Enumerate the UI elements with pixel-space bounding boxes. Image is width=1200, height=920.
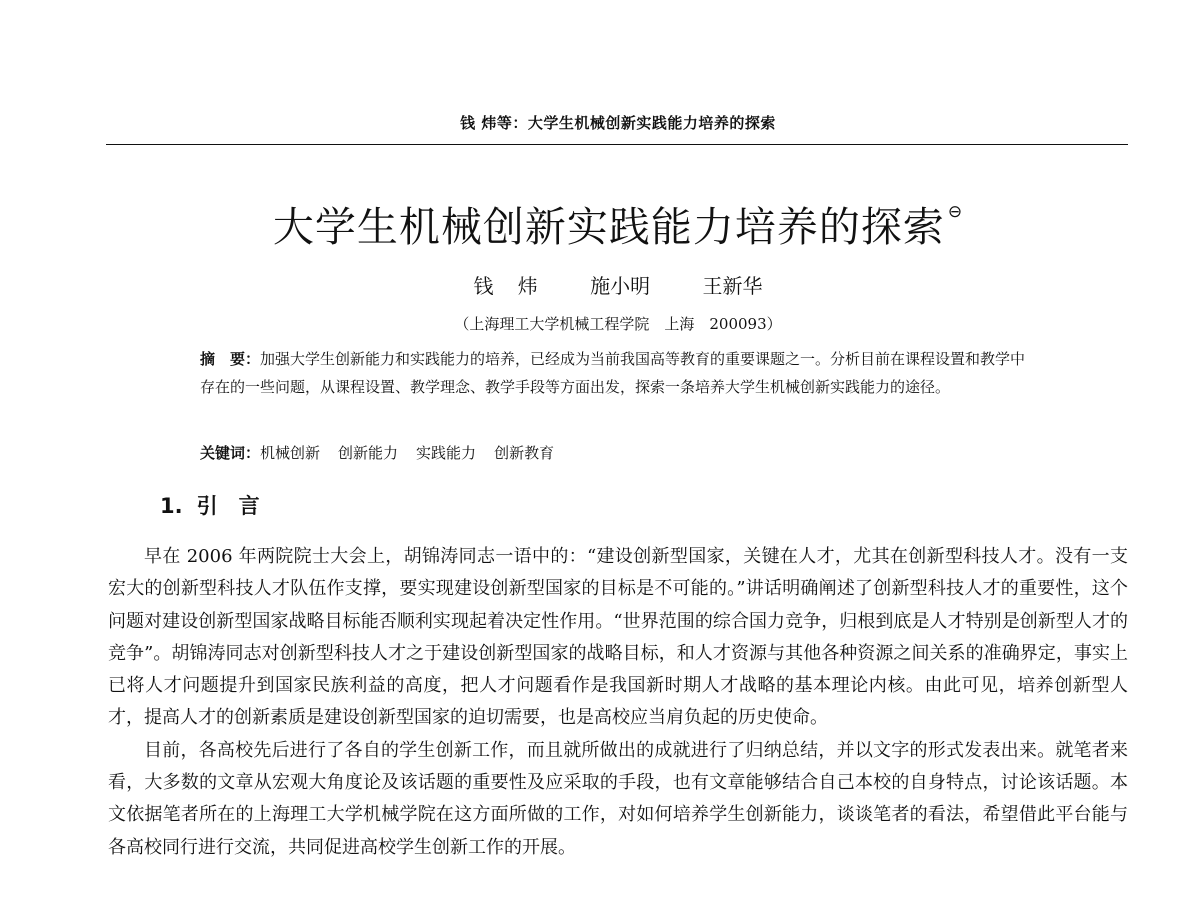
keyword-3: 实践能力 (416, 444, 477, 462)
section-title: 引 言 (196, 494, 260, 518)
abstract-text: 加强大学生创新能力和实践能力的培养，已经成为当前我国高等教育的重要课题之一。分析目前在课程设置和教学中存在的一些问题，从课程设置、教学理念、教学手段等方面出发，探索一条培养大学生机械创新实践能力的途径。 (200, 350, 1026, 396)
abstract-label: 摘 要： (200, 350, 261, 368)
author-list (108, 270, 1128, 299)
keywords (200, 442, 1040, 463)
author-2: 施小明 (590, 274, 651, 298)
article-title-block (108, 194, 1128, 253)
title-footnote-mark: ⊖ (947, 202, 964, 222)
keywords-label: 关键词： (200, 444, 261, 462)
keyword-1: 机械创新 (260, 444, 321, 462)
section-number: 1. (160, 494, 183, 518)
body-paragraph-2: 目前，各高校先后进行了各自的学生创新工作，而且就所做出的成就进行了归纳总结，并以文字的形式发表出来。就笔者来看，大多数的文章从宏观大角度论及该话题的重要性及应采取的手段，也有文章能够结合自己本校的自身特点，讨论该话题。本文依据笔者所在的上海理工大学机械学院在这方面所做的工作，对如何培养学生创新能力，谈谈笔者的看法，希望借此平台能与各高校同行进行交流，共同促进高校学生创新工作的开展。 (108, 739, 1128, 858)
keyword-4: 创新教育 (494, 444, 555, 462)
abstract (200, 345, 1040, 401)
article-title: 大学生机械创新实践能力培养的探索 (272, 203, 945, 251)
section-body (108, 541, 1128, 864)
author-3: 王新华 (702, 274, 763, 298)
header-rule (106, 144, 1128, 145)
running-head: 钱 炜等：大学生机械创新实践能力培养的探索 (460, 114, 776, 132)
keyword-2: 创新能力 (338, 444, 399, 462)
affiliation: （上海理工大学机械工程学院 上海 200093） (454, 315, 782, 333)
body-paragraph-1: 早在 2006 年两院院士大会上，胡锦涛同志一语中的：“建设创新型国家，关键在人才，尤其在创新型科技人才。没有一支宏大的创新型科技人才队伍作支撑，要实现建设创新型国家的目标是不可能的。”讲话明确阐述了创新型科技人才的重要性，这个问题对建设创新型国家战略目标能否顺利实现起着决定性作用。“世界范围的综合国力竞争，归根到底是人才特别是创新型人才的竞争”。胡锦涛同志对创新型科技人才之于建设创新型国家的战略目标，和人才资源与其他各种资源之间关系的准确界定，事实上已将人才问题提升到国家民族利益的高度，把人才问题看作是我国新时期人才战略的基本理论内核。由此可见，培养创新型人才，提高人才的创新素质是建设创新型国家的迫切需要，也是高校应当肩负起的历史使命。 (108, 546, 1128, 729)
section-heading (160, 490, 260, 520)
author-1: 钱 炜 (473, 274, 538, 298)
